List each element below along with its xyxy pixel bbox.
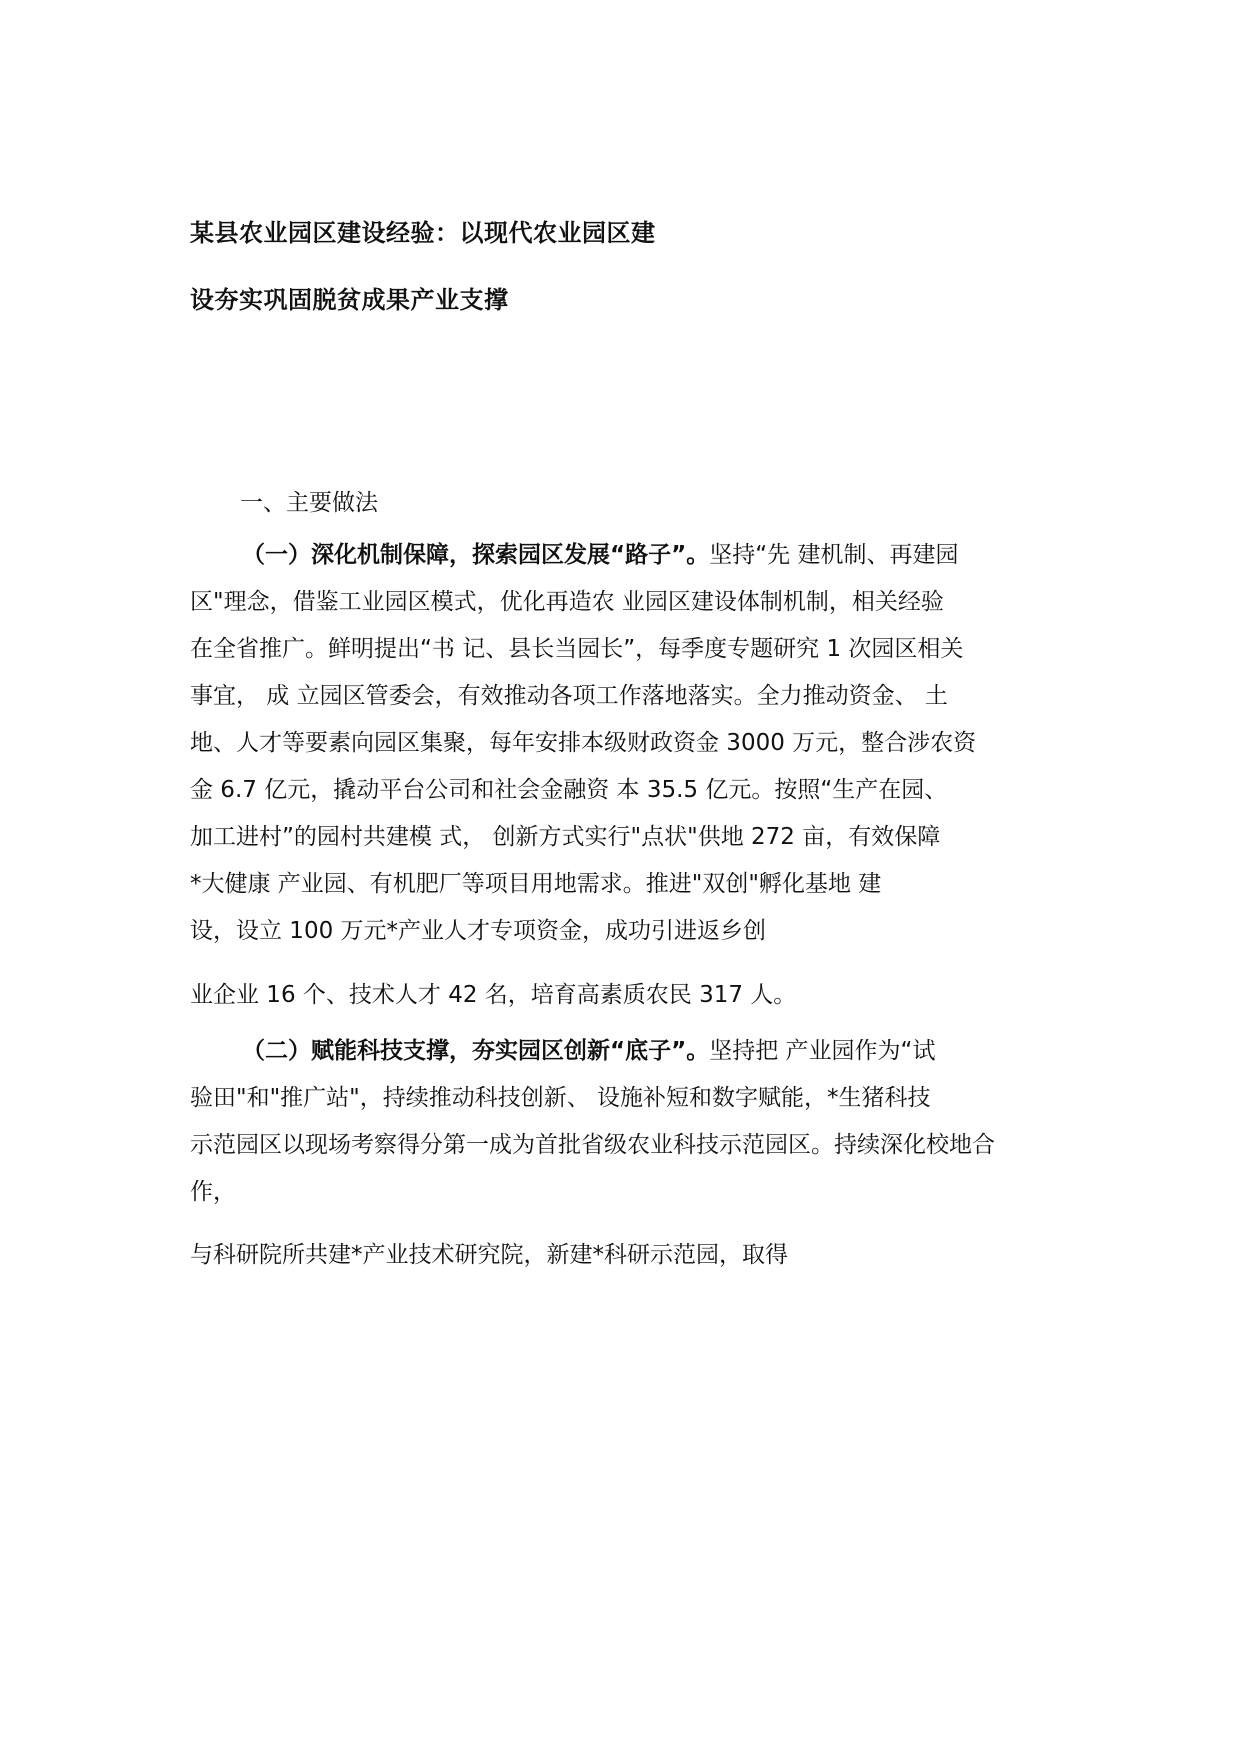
para2-line-2: 验田"和"推广站"，持续推动科技创新、 设施补短和数字赋能，*生猪科技 [190,1085,931,1111]
para1-line-1-text: 坚持“先 建机制、再建园 [709,542,959,568]
para1-line-4: 事宜， 成 立园区管委会，有效推动各项工作落地落实。全力推动资金、 土 [190,683,948,709]
para1-line-2: 区"理念，借鉴工业园区模式，优化再造农 业园区建设体制机制，相关经验 [190,589,944,615]
para2-line-1 [242,1036,1122,1066]
para2-line-4: 作， [190,1179,236,1205]
para1-line-8: *大健康 产业园、有机肥厂等项目用地需求。推进"双创"孵化基地 建 [190,871,882,897]
para1-line-1 [242,540,1122,570]
para2-lead-heading: （二）赋能科技支撑，夯实园区创新“底子”。 [242,1038,710,1064]
para1-lead-heading: （一）深化机制保障，探索园区发展“路子”。 [242,542,710,568]
para1-line-9: 设，设立 100 万元*产业人才专项资金，成功引进返乡创 [190,918,767,944]
para1-line-7: 加工进村”的园村共建模 式， 创新方式实行"点状"供地 272 亩，有效保障 [190,824,941,850]
para2-line-3: 示范园区以现场考察得分第一成为首批省级农业科技示范园区。持续深化校地合 [190,1132,995,1158]
document-title-line-2: 设夯实巩固脱贫成果产业支撑 [190,286,509,314]
para1-line-3: 在全省推广。鲜明提出“书 记、县长当园长”，每季度专题研究 1 次园区相关 [190,636,964,662]
section-heading-main-practices: 一、主要做法 [240,490,378,516]
document-title-line-1: 某县农业园区建设经验：以现代农业园区建 [190,219,656,247]
para1-line-5: 地、人才等要素向园区集聚，每年安排本级财政资金 3000 万元，整合涉农资 [190,730,977,756]
para1-line-6: 金 6.7 亿元，撬动平台公司和社会金融资 本 35.5 亿元。按照“生产在园、 [190,777,948,803]
para1-line-10: 业企业 16 个、技术人才 42 名，培育高素质农民 317 人。 [190,982,797,1008]
para2-line-1-text: 坚持把 产业园作为“试 [709,1038,936,1064]
para2-line-5: 与科研院所共建*产业技术研究院，新建*科研示范园，取得 [190,1242,788,1268]
